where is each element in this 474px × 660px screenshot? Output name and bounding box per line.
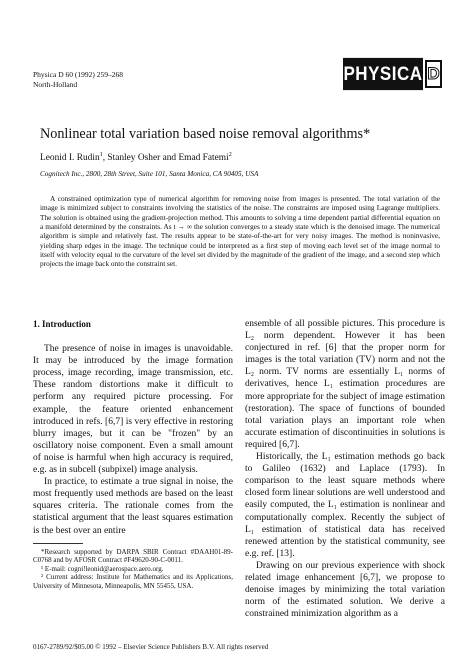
copyright-footer: 0167-2789/92/$05.00 © 1992 – Elsevier Science Publishers B.V. All rights reserved xyxy=(33,643,269,651)
abstract: A constrained optimization type of numerical algorithm for removing noise from images is presented. The total variation of the image is minimized subject to constraints involving the statistics of the noise. The constraints are imposed using Lagrange multipliers. The solution is obtained using the gradient-projection method. This amounts to solving a time dependent partial differential equation on a manifold determined by the constraints. As t → ∞ the solution converges to a steady state which is the denoised image. The numerical algorithm is simple and relatively fast. The results appear to be state-of-the-art for very noisy images. The method is noninvasive, yielding sharp edges in the image. The technique could be interpreted as a first step of moving each level set of the image normal to itself with velocity equal to the curvature of the level set divided by the magnitude of the gradient of the image, and a second step which projects the image back onto the constraint set. xyxy=(40,194,440,269)
paragraph: Historically, the L₁ estimation methods go back to Galileo (1632) and Laplace (1793). In comparison to the least square methods where closed form linear solutions are well understood and easily computed, the L₁ estimation is nonlinear and computationally complex. Recently the subject of L₁ estimation of statistical data has received renewed attention by the statistical community, see e.g. ref. [13]. xyxy=(245,452,445,559)
footnote: *Research supported by DARPA SBIR Contract #DAAH01-89-C0768 and by AFOSR Contract #F49620-90-C-0011. xyxy=(33,547,233,565)
logo-text: PHYSICA xyxy=(343,58,423,90)
journal-publisher: North-Holland xyxy=(33,79,78,89)
author-name-b: , Stanley Osher and Emad Fatemi xyxy=(102,153,229,163)
affiliation: Cognitech Inc., 2800, 28th Street, Suite 101, Santa Monica, CA 90405, USA xyxy=(40,170,259,178)
right-column xyxy=(245,318,445,620)
author-sup-b: 2 xyxy=(228,151,232,158)
author-name-a: Leonid I. Rudin xyxy=(40,153,100,163)
author-list xyxy=(40,153,232,163)
paragraph: Drawing on our previous experience with shock related image enhancement [6,7], we propose to denoise images by minimizing the total variation norm of the estimated solution. We derive a constrained minimization algorithm as a xyxy=(245,560,445,620)
paragraph: The presence of noise in images is unavoidable. It may be introduced by the image formation process, image recording, image transmission, etc. These random distortions make it difficult to perform any required picture processing. For example, the feature oriented enhancement introduced in refs. [6,7] is very effective in restoring blurry images, but it can be "frozen" by an oscillatory noise component. Even a small amount of noise is harmful when high accuracy is required, e.g. as in subcell (subpixel) image analysis. xyxy=(33,344,233,476)
paragraph: In practice, to estimate a true signal in noise, the most frequently used methods are based on the least squares criteria. The rationale comes from the statistical argument that the least squares estimation is the best over an entire xyxy=(33,477,233,536)
paragraph: ensemble of all possible pictures. This procedure is L₂ norm dependent. However it has been conjectured in ref. [6] that the proper norm for images is the total variation (TV) norm and not the L₂ norm. TV norms are essentially L₁ norms of derivatives, hence L₁ estimation procedures are more appropriate for the subject of image estimation (restoration). The space of functions of bounded total variation plays an important role when accurate estimation of discontinuities in solutions is required [6,7]. xyxy=(245,319,445,450)
footnote-divider xyxy=(33,543,83,544)
footnote: ² Current address: Institute for Mathematics and its Applications, University of Minnesota, Minneapolis, MN 55455, USA. xyxy=(33,573,233,590)
journal-info xyxy=(33,70,123,89)
footnote: ¹ E-mail: cogni!leonid@aerospace.aero.org. xyxy=(41,564,164,573)
section-heading: 1. Introduction xyxy=(33,319,91,329)
journal-citation: Physica D 60 (1992) 259–268 xyxy=(33,70,123,79)
left-column xyxy=(33,318,233,591)
paper-title: Nonlinear total variation based noise removal algorithms* xyxy=(40,126,371,142)
author-sup-a: 1 xyxy=(99,151,103,158)
journal-logo xyxy=(343,60,442,88)
logo-letter: D xyxy=(425,60,442,88)
